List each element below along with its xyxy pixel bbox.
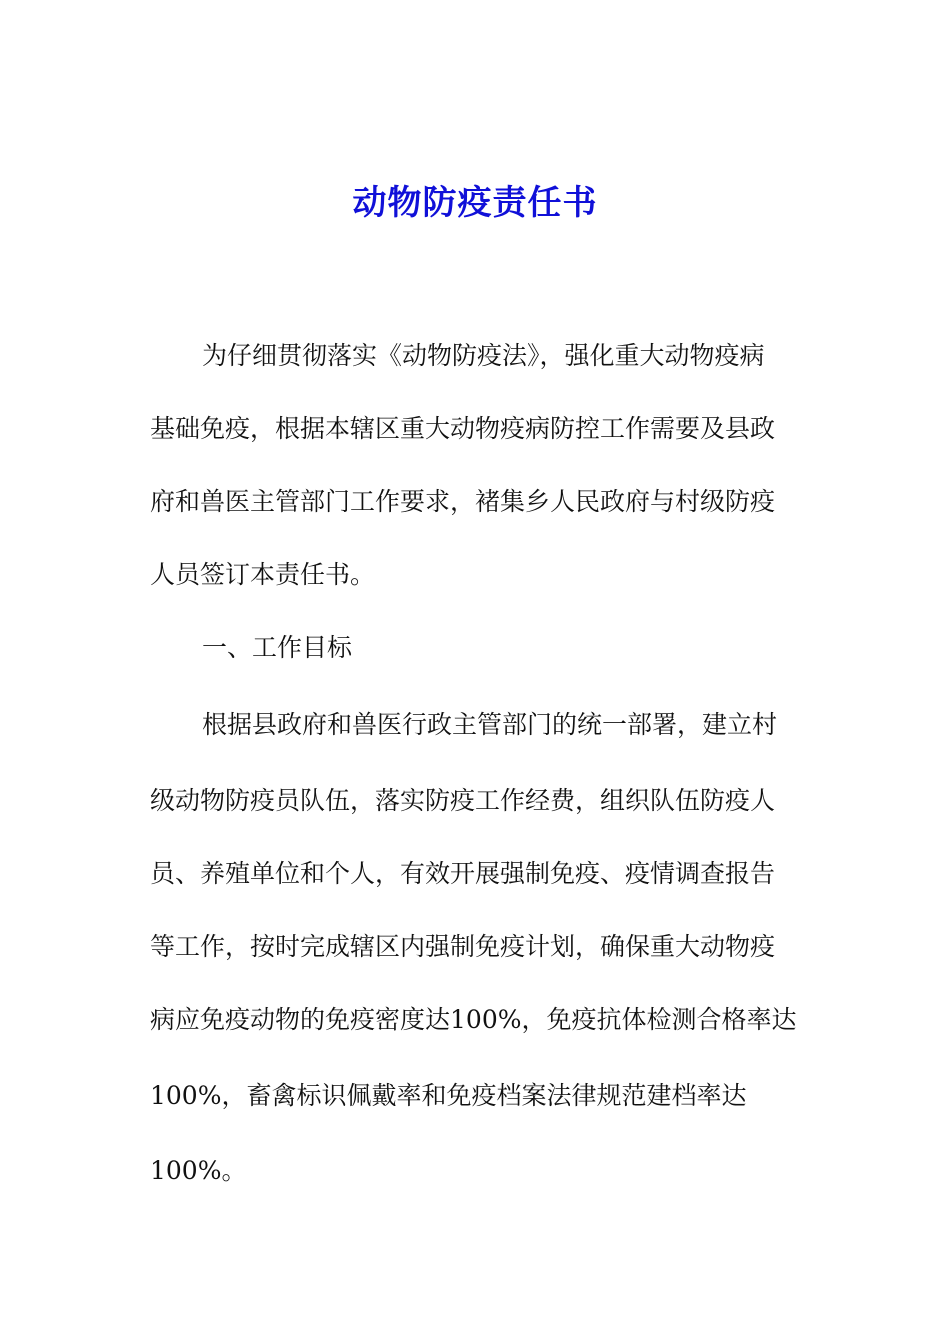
section-heading-text: 一、工作目标: [202, 633, 353, 662]
paragraph-line: 级动物防疫员队伍，落实防疫工作经费，组织队伍防疫人: [150, 786, 776, 815]
paragraph-line: 基础免疫，根据本辖区重大动物疫病防控工作需要及县政: [150, 414, 776, 443]
paragraph-line: 100%，畜禽标识佩戴率和免疫档案法律规范建档率达: [150, 1081, 747, 1110]
paragraph-line: 府和兽医主管部门工作要求，褚集乡人民政府与村级防疫: [150, 487, 776, 516]
paragraph-line: 病应免疫动物的免疫密度达100%，免疫抗体检测合格率达: [150, 1005, 797, 1034]
paragraph-line: 人员签订本责任书。: [150, 560, 376, 589]
paragraph-line: 员、养殖单位和个人，有效开展强制免疫、疫情调查报告: [150, 859, 776, 888]
document-title: 动物防疫责任书: [352, 183, 598, 223]
paragraph-line: 为仔细贯彻落实《动物防疫法》，强化重大动物疫病: [202, 341, 765, 370]
paragraph-line: 根据县政府和兽医行政主管部门的统一部署，建立村: [202, 710, 778, 739]
paragraph-line: 100%。: [150, 1156, 247, 1185]
paragraph-line: 等工作，按时完成辖区内强制免疫计划，确保重大动物疫: [150, 932, 776, 961]
